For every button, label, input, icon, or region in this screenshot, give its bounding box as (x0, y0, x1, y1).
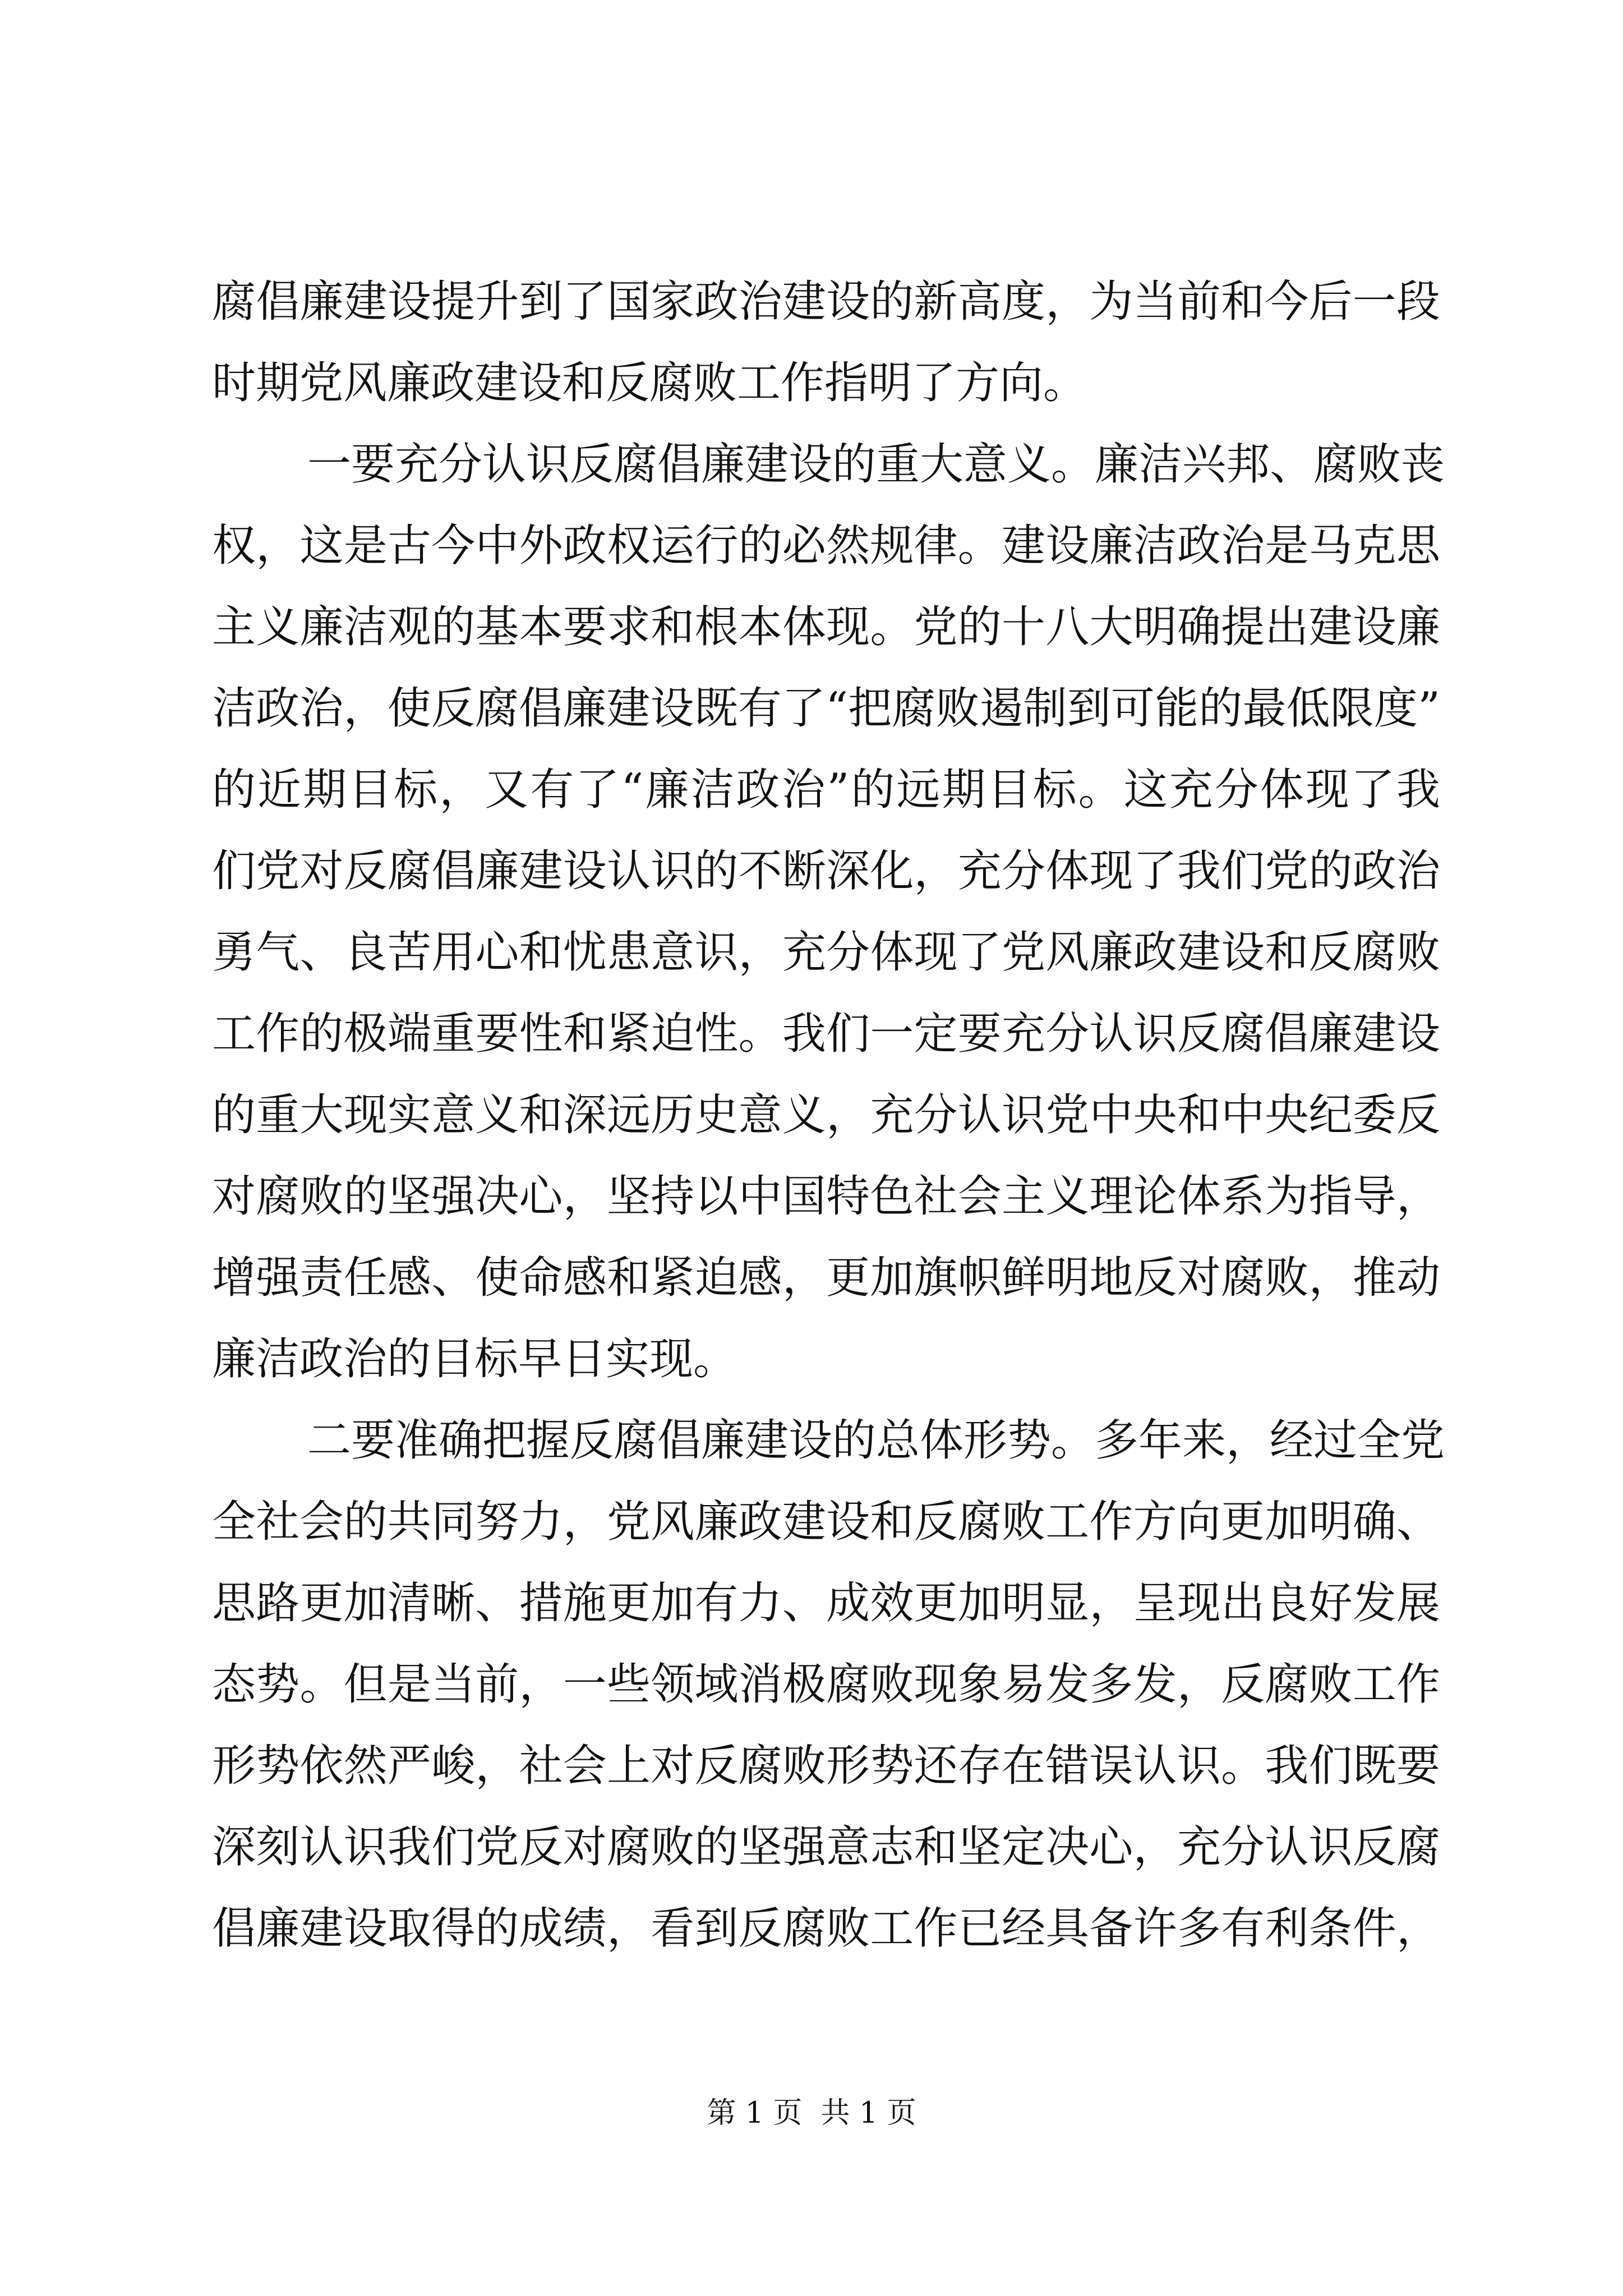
text-line: 洁政治，使反腐倡廉建设既有了“把腐败遏制到可能的最低限度” (212, 683, 1440, 734)
text-line: 深刻认识我们党反对腐败的坚强意志和坚定决心，充分认识反腐 (212, 1822, 1440, 1872)
text-line: 腐倡廉建设提升到了国家政治建设的新高度，为当前和今后一段 (212, 277, 1440, 327)
text-line: 增强责任感、使命感和紧迫感，更加旗帜鲜明地反对腐败，推动 (212, 1253, 1440, 1303)
text-line: 廉洁政治的目标早日实现。 (212, 1334, 737, 1384)
text-line: 倡廉建设取得的成绩，看到反腐败工作已经具备许多有利条件， (212, 1903, 1440, 1954)
text-line: 态势。但是当前，一些领域消极腐败现象易发多发，反腐败工作 (212, 1659, 1440, 1710)
text-line: 一要充分认识反腐倡廉建设的重大意义。廉洁兴邦、腐败丧 (307, 439, 1445, 490)
text-line: 的近期目标，又有了“廉洁政治”的远期目标。这充分体现了我 (212, 765, 1440, 815)
text-line: 们党对反腐倡廉建设认识的不断深化，充分体现了我们党的政治 (212, 846, 1440, 896)
text-line: 全社会的共同努力，党风廉政建设和反腐败工作方向更加明确、 (212, 1497, 1440, 1547)
text-line: 思路更加清晰、措施更加有力、成效更加明显，呈现出良好发展 (212, 1578, 1440, 1628)
text-line: 勇气、良苦用心和忧患意识，充分体现了党风廉政建设和反腐败 (212, 927, 1440, 978)
text-line: 权，这是古今中外政权运行的必然规律。建设廉洁政治是马克思 (212, 521, 1440, 571)
text-line: 工作的极端重要性和紧迫性。我们一定要充分认识反腐倡廉建设 (212, 1009, 1440, 1059)
text-line: 时期党风廉政建设和反腐败工作指明了方向。 (212, 358, 1087, 408)
text-line: 主义廉洁观的基本要求和根本体现。党的十八大明确提出建设廉 (212, 602, 1440, 652)
document-body (212, 261, 1445, 1970)
text-line: 的重大现实意义和深远历史意义，充分认识党中央和中央纪委反 (212, 1090, 1440, 1140)
page-number-footer: 第 1 页 共 1 页 (707, 2096, 916, 2130)
text-line: 形势依然严峻，社会上对反腐败形势还存在错误认识。我们既要 (212, 1741, 1440, 1791)
text-line: 对腐败的坚强决心，坚持以中国特色社会主义理论体系为指导， (212, 1171, 1440, 1222)
text-line: 二要准确把握反腐倡廉建设的总体形势。多年来，经过全党 (307, 1415, 1445, 1466)
